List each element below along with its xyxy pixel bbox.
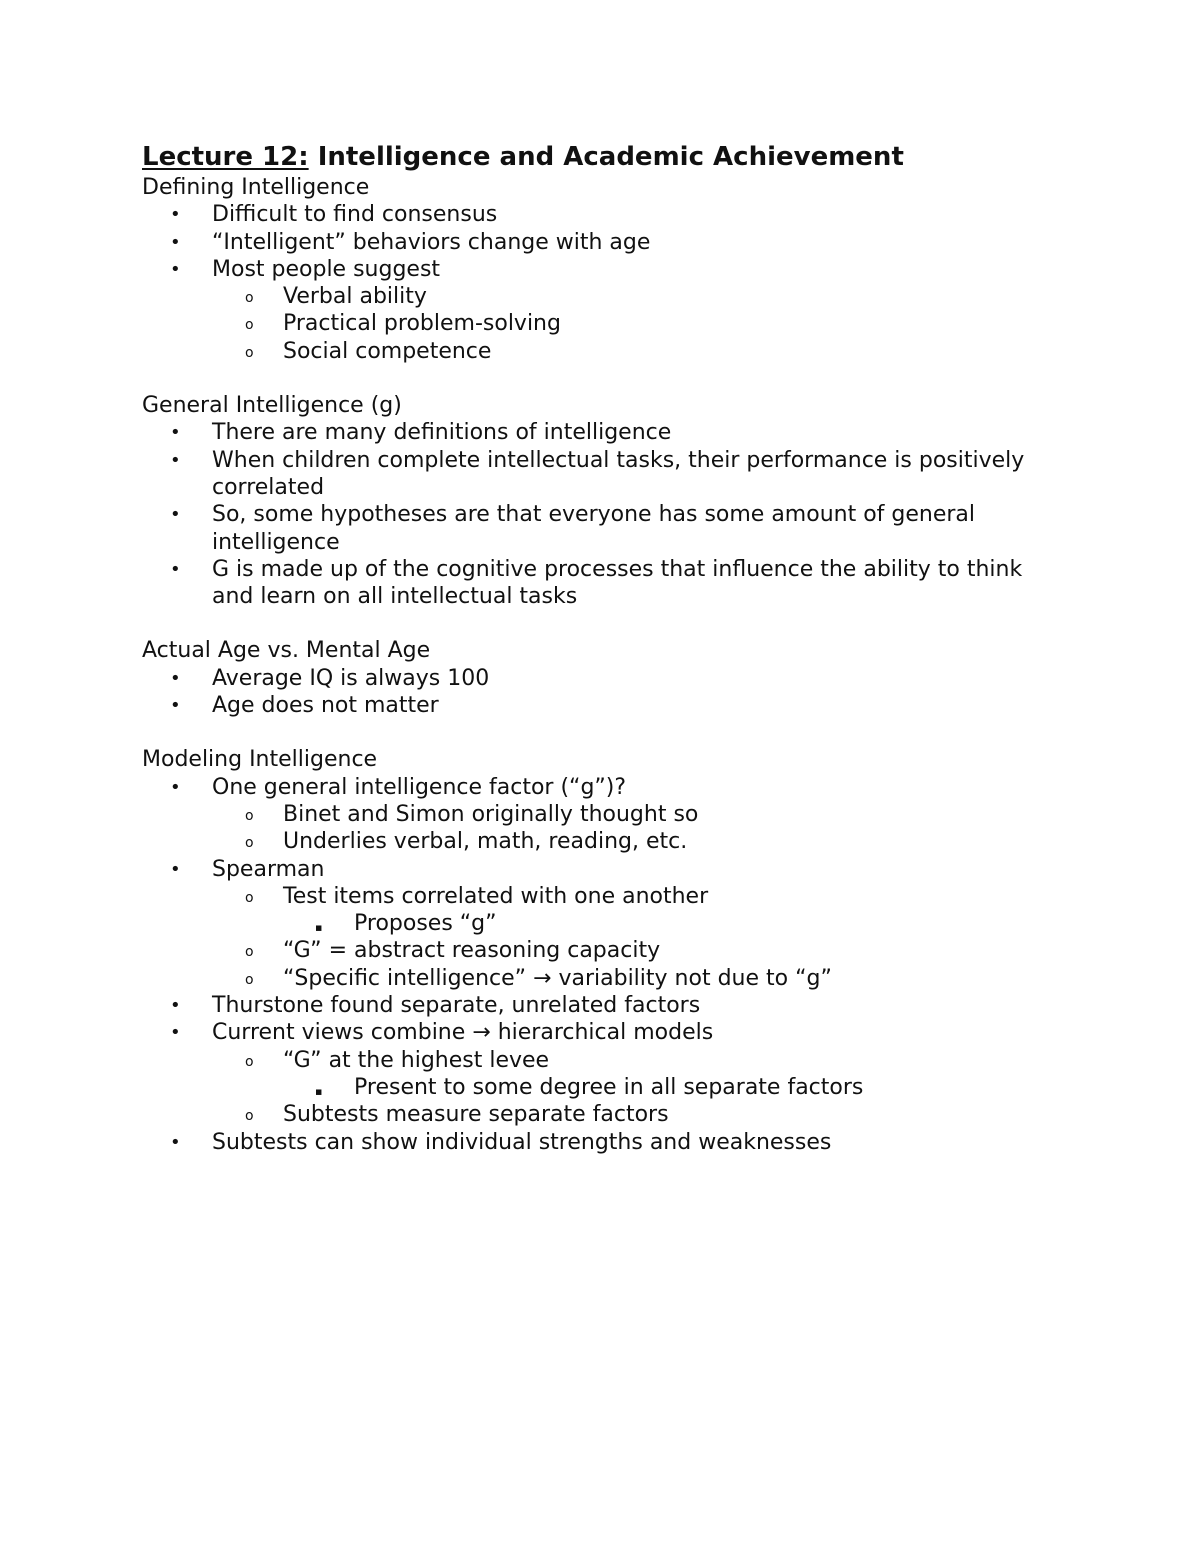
list-item bbox=[142, 774, 1062, 801]
list-item-text: “Specific intelligence” → variability not due to “g” bbox=[283, 965, 832, 991]
list-item-text: “G” at the highest levee bbox=[283, 1047, 550, 1073]
page-title bbox=[142, 140, 1062, 174]
bullet-circle-icon: o bbox=[245, 1053, 254, 1070]
list-item bbox=[142, 856, 1062, 883]
list-item bbox=[142, 937, 1062, 964]
list-item bbox=[142, 1047, 1062, 1074]
list-item bbox=[142, 338, 1062, 365]
list-item-text: Social competence bbox=[283, 338, 492, 364]
notes-body bbox=[142, 174, 1062, 1156]
list-item bbox=[142, 501, 1062, 556]
bullet-dot-icon: • bbox=[170, 995, 181, 1017]
list-item-text: Subtests can show individual strengths and weaknesses bbox=[212, 1129, 832, 1155]
list-item bbox=[142, 665, 1062, 692]
list-item bbox=[142, 1074, 1062, 1101]
section-heading: Actual Age vs. Mental Age bbox=[142, 638, 431, 664]
bullet-dot-icon: • bbox=[170, 558, 181, 580]
bullet-dot-icon: • bbox=[170, 776, 181, 798]
bullet-circle-icon: o bbox=[245, 344, 254, 361]
bullet-list bbox=[142, 665, 1062, 720]
list-item bbox=[142, 1101, 1062, 1128]
bullet-dot-icon: • bbox=[170, 695, 181, 717]
bullet-square-icon: ▪ bbox=[315, 921, 323, 935]
list-item-text: Test items correlated with one another bbox=[283, 883, 709, 909]
list-item bbox=[142, 419, 1062, 446]
list-item bbox=[142, 1019, 1062, 1046]
document-page bbox=[142, 140, 1062, 1156]
bullet-circle-icon: o bbox=[245, 835, 254, 852]
bullet-circle-icon: o bbox=[245, 317, 254, 334]
list-item bbox=[142, 1129, 1062, 1156]
bullet-dot-icon: • bbox=[170, 667, 181, 689]
bullet-circle-icon: o bbox=[245, 1108, 254, 1125]
list-item bbox=[142, 883, 1062, 910]
notes-section bbox=[142, 637, 1062, 719]
list-item bbox=[142, 229, 1062, 256]
section-heading: Defining Intelligence bbox=[142, 175, 370, 200]
list-item-text: Difficult to find consensus bbox=[212, 202, 498, 228]
notes-section bbox=[142, 174, 1062, 365]
bullet-dot-icon: • bbox=[170, 204, 181, 226]
list-item bbox=[142, 310, 1062, 337]
list-item-text: Underlies verbal, math, reading, etc. bbox=[283, 829, 688, 855]
bullet-list bbox=[142, 419, 1062, 610]
list-item-text: Subtests measure separate factors bbox=[283, 1102, 669, 1128]
list-item-text: “G” = abstract reasoning capacity bbox=[283, 938, 661, 964]
list-item bbox=[142, 201, 1062, 228]
bullet-circle-icon: o bbox=[245, 290, 254, 307]
notes-section bbox=[142, 746, 1062, 1155]
bullet-list bbox=[142, 774, 1062, 1156]
list-item-text: When children complete intellectual tasks, their performance is positively correlated bbox=[212, 447, 1025, 500]
list-item-text: Present to some degree in all separate factors bbox=[354, 1074, 864, 1100]
list-item-text: One general intelligence factor (“g”)? bbox=[212, 774, 627, 800]
list-item-text: G is made up of the cognitive processes that influence the ability to think and learn on all intellectual tasks bbox=[212, 556, 1023, 610]
bullet-list bbox=[142, 201, 1062, 365]
list-item bbox=[142, 447, 1062, 502]
list-item bbox=[142, 801, 1062, 828]
list-item-text: Age does not matter bbox=[212, 693, 439, 719]
list-item bbox=[142, 965, 1062, 992]
bullet-dot-icon: • bbox=[170, 258, 181, 280]
bullet-square-icon: ▪ bbox=[315, 1084, 323, 1098]
lecture-number: Lecture 12: bbox=[142, 142, 309, 172]
bullet-dot-icon: • bbox=[170, 449, 181, 471]
bullet-circle-icon: o bbox=[245, 889, 254, 906]
list-item bbox=[142, 828, 1062, 855]
list-item bbox=[142, 283, 1062, 310]
section-heading: General Intelligence (g) bbox=[142, 393, 402, 419]
bullet-dot-icon: • bbox=[170, 858, 181, 880]
bullet-dot-icon: • bbox=[170, 231, 181, 253]
notes-section bbox=[142, 392, 1062, 610]
bullet-dot-icon: • bbox=[170, 1131, 181, 1153]
lecture-topic: Intelligence and Academic Achievement bbox=[308, 142, 904, 172]
bullet-dot-icon: • bbox=[170, 504, 181, 526]
list-item-text: Most people suggest bbox=[212, 256, 441, 282]
list-item bbox=[142, 992, 1062, 1019]
list-item-text: There are many definitions of intelligence bbox=[212, 420, 672, 446]
bullet-dot-icon: • bbox=[170, 422, 181, 444]
list-item-text: Verbal ability bbox=[283, 284, 427, 310]
section-heading: Modeling Intelligence bbox=[142, 747, 378, 773]
list-item-text: Current views combine → hierarchical models bbox=[212, 1020, 714, 1046]
list-item-text: So, some hypotheses are that everyone has some amount of general intelligence bbox=[212, 502, 976, 555]
list-item bbox=[142, 692, 1062, 719]
list-item-text: Proposes “g” bbox=[354, 911, 497, 937]
list-item-text: Spearman bbox=[212, 856, 325, 882]
list-item-text: Average IQ is always 100 bbox=[212, 665, 490, 691]
bullet-circle-icon: o bbox=[245, 944, 254, 961]
bullet-dot-icon: • bbox=[170, 1022, 181, 1044]
list-item bbox=[142, 256, 1062, 283]
bullet-circle-icon: o bbox=[245, 807, 254, 824]
list-item-text: Binet and Simon originally thought so bbox=[283, 801, 699, 827]
list-item bbox=[142, 910, 1062, 937]
list-item bbox=[142, 556, 1062, 611]
bullet-circle-icon: o bbox=[245, 971, 254, 988]
list-item-text: Thurstone found separate, unrelated factors bbox=[212, 993, 701, 1019]
list-item-text: Practical problem-solving bbox=[283, 311, 561, 337]
list-item-text: “Intelligent” behaviors change with age bbox=[212, 229, 651, 255]
